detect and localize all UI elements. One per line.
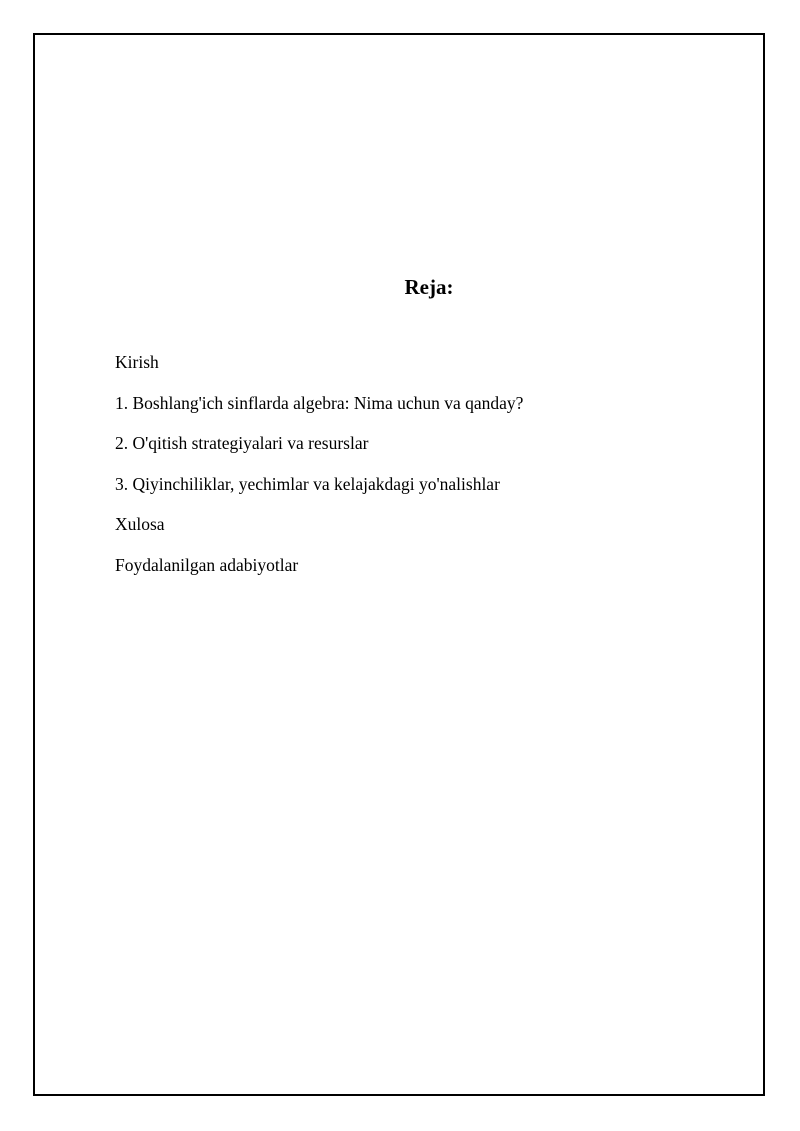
toc-item-references: Foydalanilgan adabiyotlar xyxy=(115,554,299,575)
toc-item-3: 3. Qiyinchiliklar, yechimlar va kelajakdagi yo'nalishlar xyxy=(115,473,500,494)
page-title: Reja: xyxy=(404,275,454,299)
toc-item-intro: Kirish xyxy=(115,352,159,372)
toc-item-1: 1. Boshlang'ich sinflarda algebra: Nima uchun va qanday? xyxy=(115,392,524,413)
toc-item-conclusion: Xulosa xyxy=(115,514,165,534)
toc-item-2: 2. O'qitish strategiyalari va resurslar xyxy=(115,433,369,453)
table-of-contents xyxy=(115,349,523,592)
